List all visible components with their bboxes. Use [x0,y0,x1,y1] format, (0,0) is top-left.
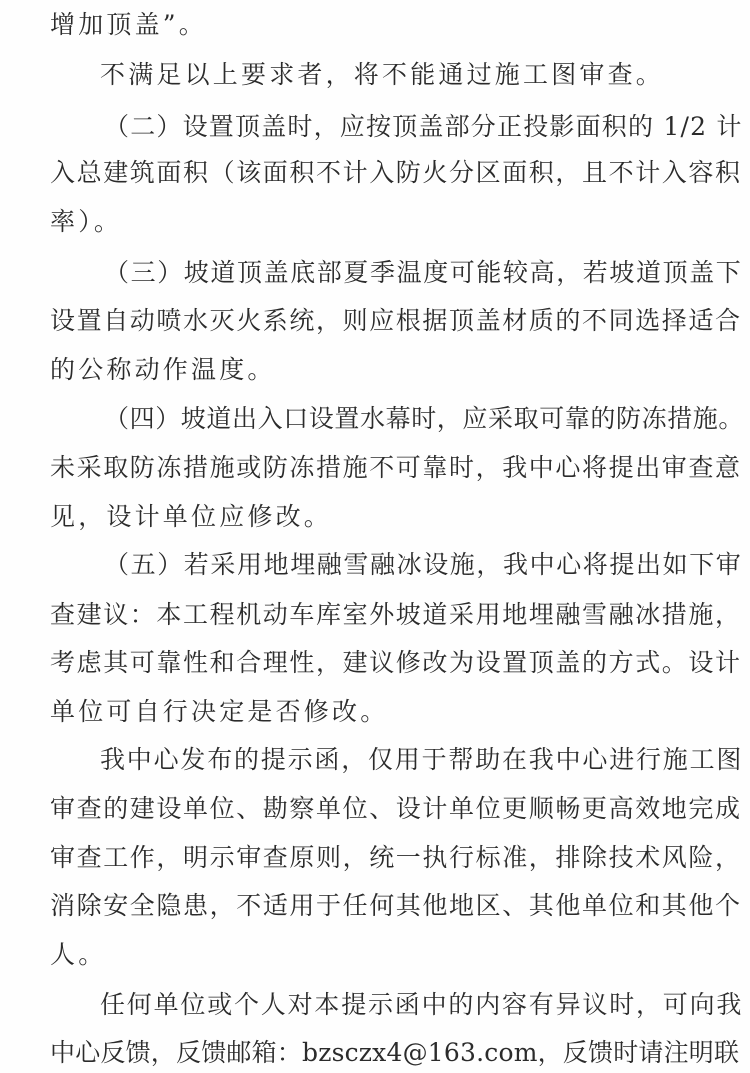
text-line: 设置自动喷水灭火系统，则应根据顶盖材质的不同选择适合 [50,306,742,335]
text-line: 消除安全隐患，不适用于任何其他地区、其他单位和其他个 [50,891,742,920]
text-line: 人。 [50,940,107,969]
text-line: 查建议：本工程机动车库室外坡道采用地埋融雪融冰措施， [50,600,742,629]
text-line: （二）设置顶盖时，应按顶盖部分正投影面积的 1/2 计 [104,112,743,141]
text-line: （四）坡道出入口设置水幕时，应采取可靠的防冻措施。 [104,404,745,433]
text-line: 考虑其可靠性和合理性，建议修改为设置顶盖的方式。设计 [50,648,742,677]
text-line: 审查的建设单位、勘察单位、设计单位更顺畅更高效地完成 [50,794,742,823]
text-line: 我中心发布的提示函，仅用于帮助在我中心进行施工图 [100,745,744,774]
text-line: （三）坡道顶盖底部夏季温度可能较高，若坡道顶盖下 [104,258,743,287]
text-line: 见，设计单位应修改。 [50,502,333,531]
text-line: 审查工作，明示审查原则，统一执行标准，排除技术风险， [50,843,742,872]
text-line: 单位可自行决定是否修改。 [50,697,389,726]
text-line: 任何单位或个人对本提示函中的内容有异议时，可向我 [100,990,744,1019]
text-line: （五）若采用地埋融雪融冰设施，我中心将提出如下审 [104,550,743,579]
text-line: 的公称动作温度。 [50,355,276,384]
text-line: 中心反馈，反馈邮箱：bzsczx4@163.com，反馈时请注明联 [50,1038,740,1067]
text-line: 率）。 [50,207,123,236]
text-line: 增加顶盖”。 [50,10,207,39]
text-line: 入总建筑面积（该面积不计入防火分区面积，且不计入容积 [50,158,742,187]
text-line: 未采取防冻措施或防冻措施不可靠时，我中心将提出审查意 [50,453,742,482]
text-line: 不满足以上要求者，将不能通过施工图审查。 [100,60,665,89]
